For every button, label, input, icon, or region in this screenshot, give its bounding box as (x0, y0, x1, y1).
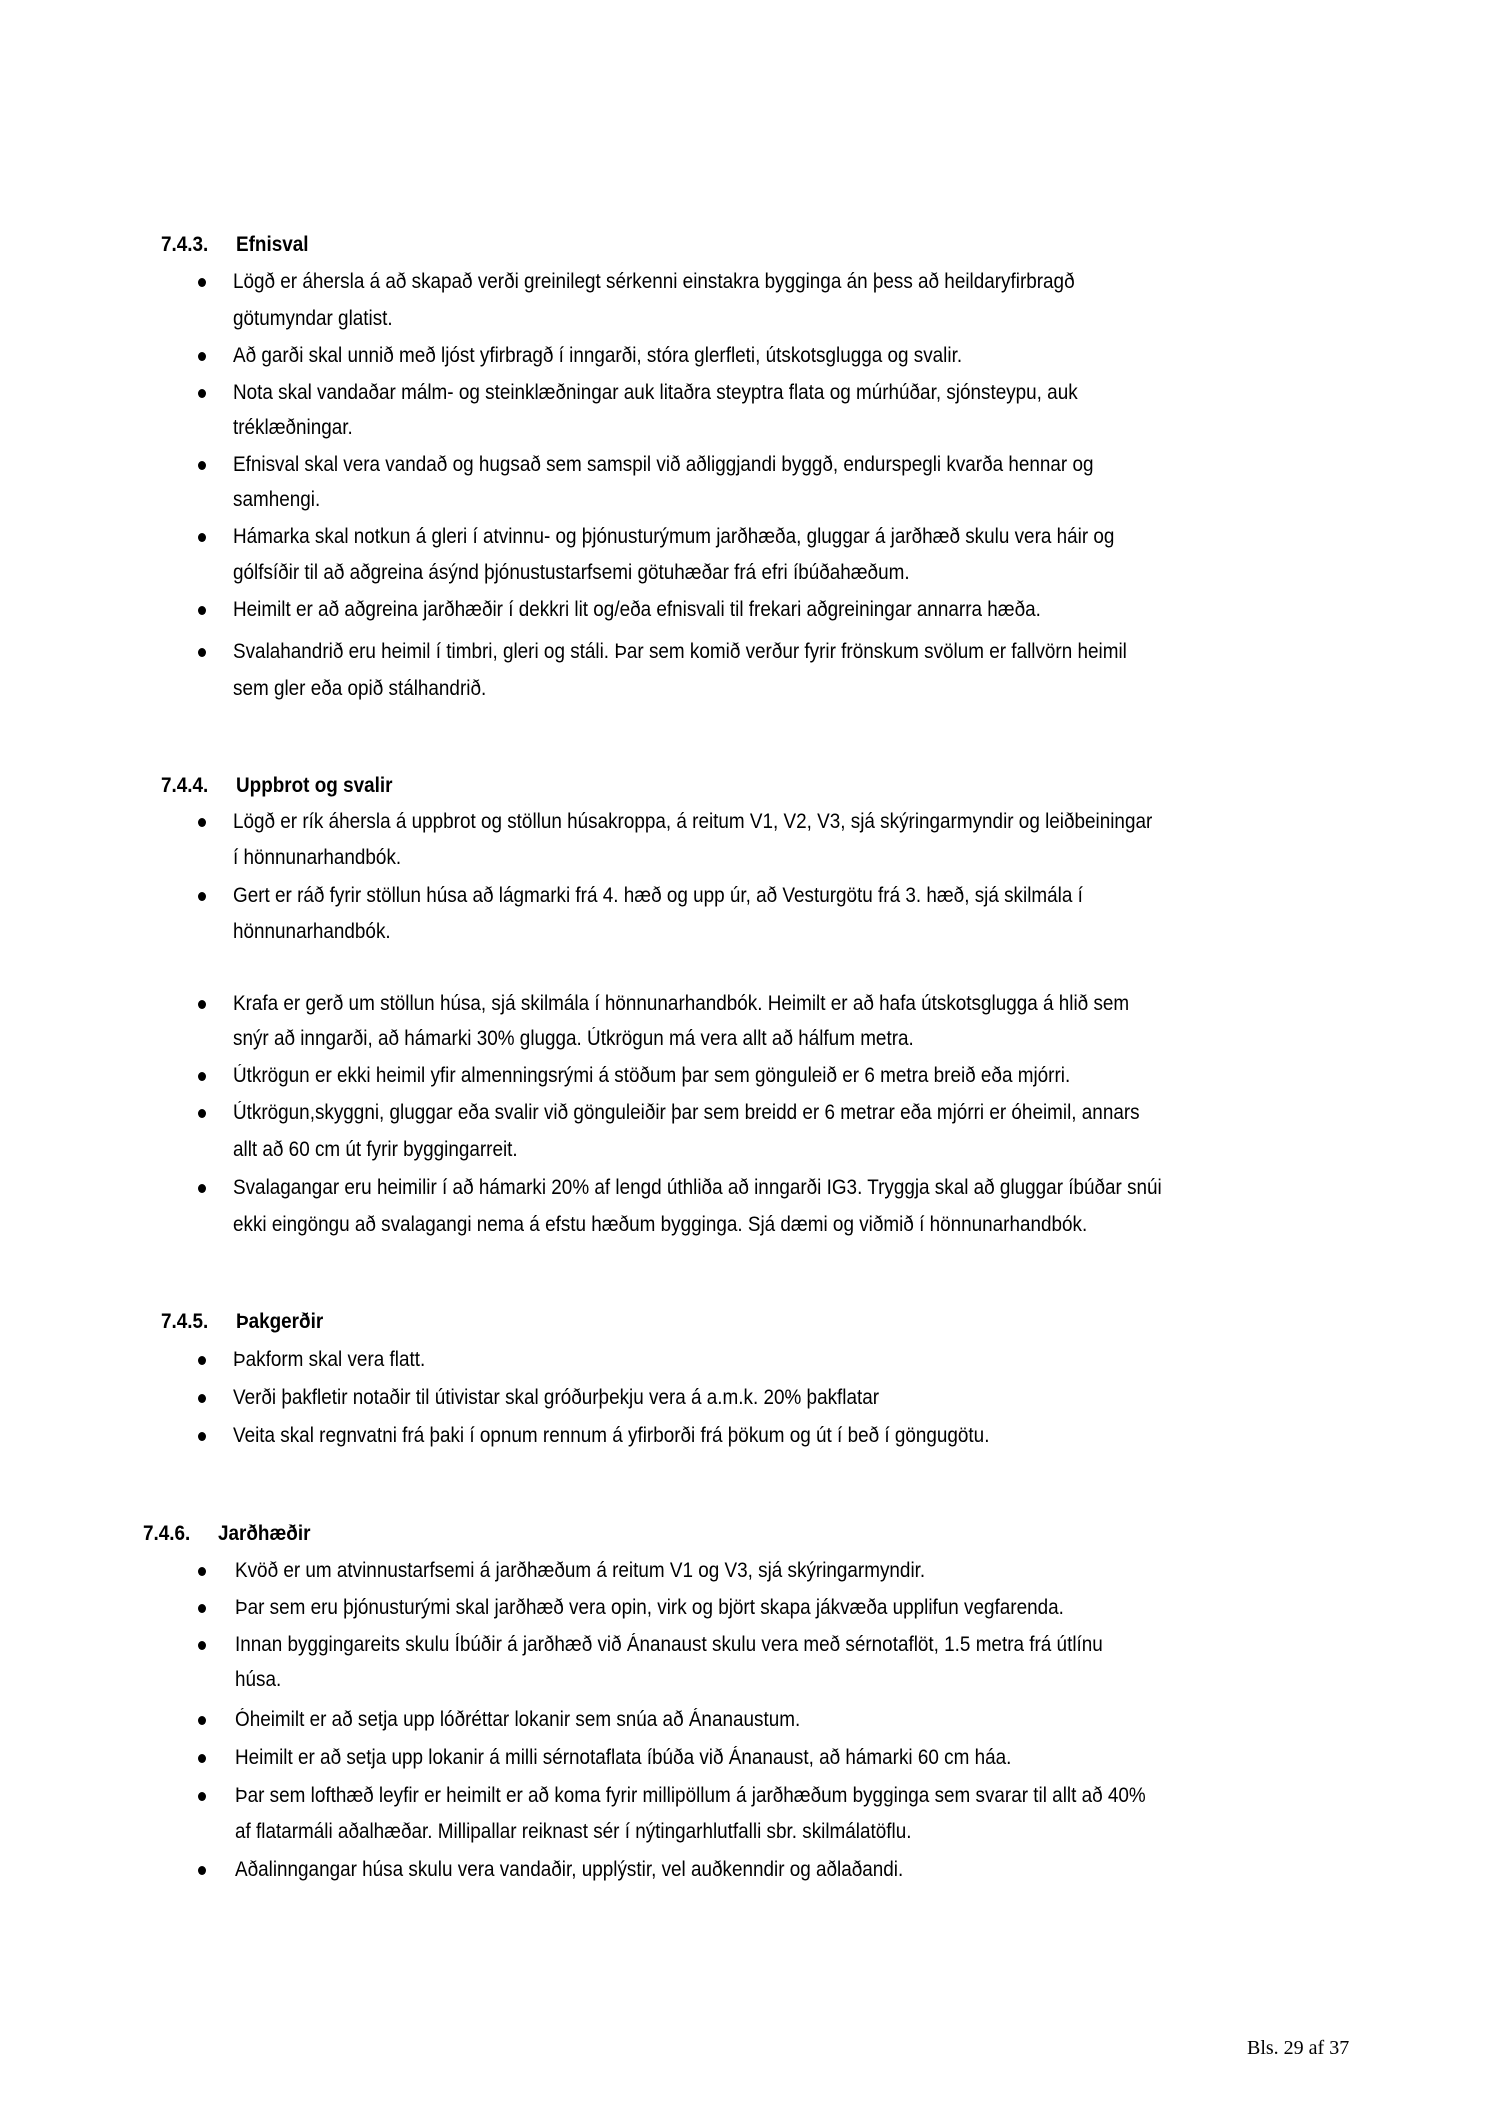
page-number: Bls. 29 af 37 (1247, 2037, 1350, 2059)
bullet-icon (198, 461, 206, 470)
list-item-line: Þakform skal vera flatt. (233, 1348, 426, 1371)
bullet-icon (198, 818, 206, 827)
bullet-icon (198, 278, 206, 287)
bullet-icon (198, 1356, 206, 1365)
bullet-icon (198, 352, 206, 361)
list-item-line: Nota skal vandaðar málm- og steinklæðningar auk litaðra steyptra flata og múrhúðar, sjónsteypu, auk (233, 381, 1078, 404)
list-item-line: Heimilt er að aðgreina jarðhæðir í dekkri lit og/eða efnisvali til frekari aðgreiningar annarra hæða. (233, 598, 1041, 621)
bullet-icon (198, 1604, 206, 1613)
list-item-line: Svalahandrið eru heimil í timbri, gleri og stáli. Þar sem komið verður fyrir frönskum svölum er fallvörn heimil (233, 640, 1127, 663)
bullet-icon (198, 1072, 206, 1081)
bullet-icon (198, 1716, 206, 1725)
list-item-line: í hönnunarhandbók. (233, 846, 402, 869)
bullet-icon (198, 1641, 206, 1650)
bullet-icon (198, 648, 206, 657)
section-number: 7.4.5. (161, 1310, 209, 1333)
list-item-line: snýr að inngarði, að hámarki 30% glugga. Útkrögun má vera allt að hálfum metra. (233, 1027, 914, 1050)
bullet-icon (198, 389, 206, 398)
bullet-icon (198, 1754, 206, 1763)
section-number: 7.4.4. (161, 774, 209, 797)
list-item-line: sem gler eða opið stálhandrið. (233, 677, 487, 700)
list-item-line: Aðalinngangar húsa skulu vera vandaðir, upplýstir, vel auðkenndir og aðlaðandi. (235, 1858, 904, 1881)
bullet-icon (198, 1792, 206, 1801)
list-item-line: ekki eingöngu að svalagangi nema á efstu hæðum bygginga. Sjá dæmi og viðmið í hönnunarhandbók. (233, 1213, 1088, 1236)
list-item-line: Hámarka skal notkun á gleri í atvinnu- og þjónusturýmum jarðhæða, gluggar á jarðhæð skulu vera háir og (233, 525, 1115, 548)
list-item-line: Heimilt er að setja upp lokanir á milli sérnotaflata íbúða við Ánanaust, að hámarki 60 cm háa. (235, 1746, 1012, 1769)
bullet-icon (198, 1109, 206, 1118)
list-item-line: hönnunarhandbók. (233, 920, 391, 943)
section-title: Jarðhæðir (218, 1522, 311, 1545)
list-item-line: tréklæðningar. (233, 416, 353, 439)
list-item-line: Lögð er áhersla á að skapað verði greinilegt sérkenni einstakra bygginga án þess að heildaryfirbragð (233, 270, 1075, 293)
section-title: Þakgerðir (236, 1310, 324, 1333)
bullet-icon (198, 533, 206, 542)
list-item-line: Þar sem lofthæð leyfir er heimilt er að koma fyrir millipöllum á jarðhæðum bygginga sem svarar til allt að 40% (235, 1784, 1146, 1807)
list-item-line: allt að 60 cm út fyrir byggingarreit. (233, 1138, 518, 1161)
bullet-icon (198, 1394, 206, 1403)
section-number: 7.4.3. (161, 233, 209, 256)
list-item-line: Krafa er gerð um stöllun húsa, sjá skilmála í hönnunarhandbók. Heimilt er að hafa útskotsglugga á hlið sem (233, 992, 1130, 1015)
bullet-icon (198, 1866, 206, 1875)
bullet-icon (198, 892, 206, 901)
list-item-line: Innan byggingareits skulu Íbúðir á jarðhæð við Ánanaust skulu vera með sérnotaflöt, 1.5 metra frá útlínu (235, 1633, 1103, 1656)
list-item-line: Þar sem eru þjónusturými skal jarðhæð vera opin, virk og björt skapa jákvæða upplifun vegfarenda. (235, 1596, 1064, 1619)
list-item-line: Að garði skal unnið með ljóst yfirbragð í inngarði, stóra glerfleti, útskotsglugga og svalir. (233, 344, 963, 367)
bullet-icon (198, 606, 206, 615)
bullet-icon (198, 1432, 206, 1441)
list-item-line: Útkrögun er ekki heimil yfir almenningsrými á stöðum þar sem gönguleið er 6 metra breið eða mjórri. (233, 1064, 1071, 1087)
section-number: 7.4.6. (143, 1522, 191, 1545)
list-item-line: götumyndar glatist. (233, 307, 393, 330)
list-item-line: Kvöð er um atvinnustarfsemi á jarðhæðum á reitum V1 og V3, sjá skýringarmyndir. (235, 1559, 926, 1582)
bullet-icon (198, 1184, 206, 1193)
list-item-line: Lögð er rík áhersla á uppbrot og stöllun húsakroppa, á reitum V1, V2, V3, sjá skýringarmyndir og leiðbeiningar (233, 810, 1153, 833)
section-title: Uppbrot og svalir (236, 774, 393, 797)
list-item-line: Óheimilt er að setja upp lóðréttar lokanir sem snúa að Ánanaustum. (235, 1708, 801, 1731)
list-item-line: Veita skal regnvatni frá þaki í opnum rennum á yfirborði frá þökum og út í beð í göngugötu. (233, 1424, 990, 1447)
list-item-line: Verði þakfletir notaðir til útivistar skal gróðurþekju vera á a.m.k. 20% þakflatar (233, 1386, 880, 1409)
bullet-icon (198, 1567, 206, 1576)
list-item-line: gólfsíðir til að aðgreina ásýnd þjónustustarfsemi götuhæðar frá efri íbúðahæðum. (233, 561, 910, 584)
bullet-icon (198, 1000, 206, 1009)
list-item-line: af flatarmáli aðalhæðar. Millipallar reiknast sér í nýtingarhlutfalli sbr. skilmálatöflu. (235, 1820, 912, 1843)
section-title: Efnisval (236, 233, 309, 256)
list-item-line: Efnisval skal vera vandað og hugsað sem samspil við aðliggjandi byggð, endurspegli kvarða hennar og (233, 453, 1094, 476)
list-item-line: Svalagangar eru heimilir í að hámarki 20% af lengd úthliða að inngarði IG3. Tryggja skal að gluggar íbúðar snúi (233, 1176, 1162, 1199)
list-item-line: húsa. (235, 1668, 282, 1691)
list-item-line: samhengi. (233, 488, 321, 511)
list-item-line: Gert er ráð fyrir stöllun húsa að lágmarki frá 4. hæð og upp úr, að Vesturgötu frá 3. hæð, sjá skilmála í (233, 884, 1083, 907)
list-item-line: Útkrögun,skyggni, gluggar eða svalir við gönguleiðir þar sem breidd er 6 metrar eða mjórri er óheimil, annars (233, 1101, 1140, 1124)
